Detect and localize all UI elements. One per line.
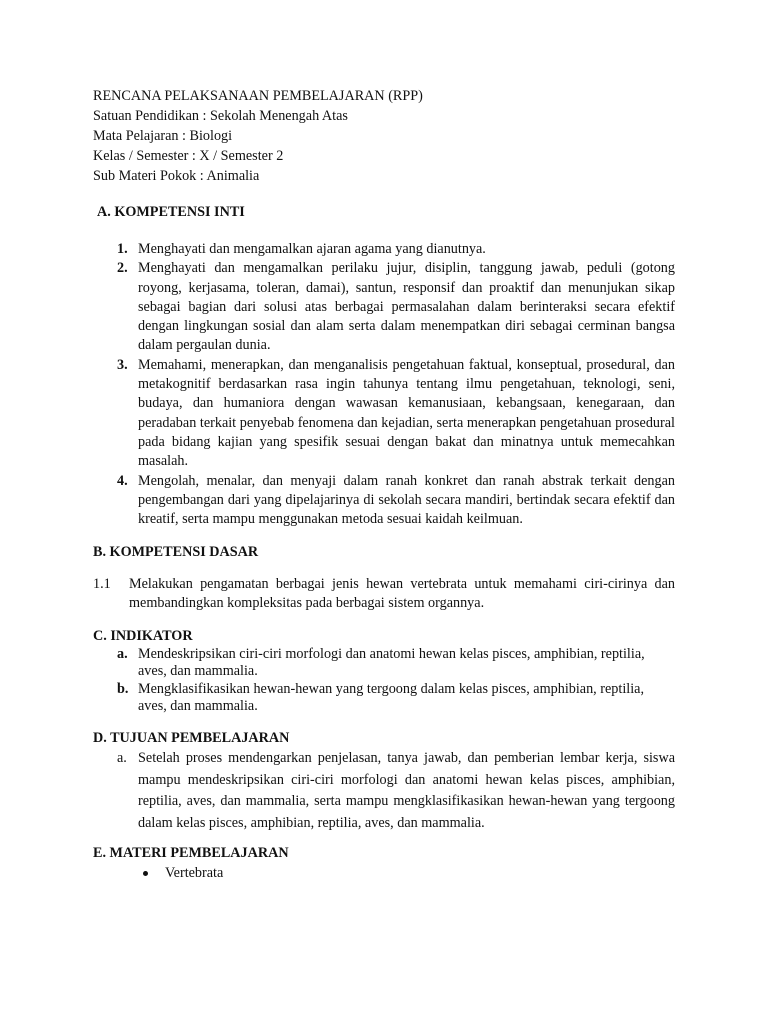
list-item-number: 2.	[117, 260, 128, 277]
list-item-text: Mengklasifikasikan hewan-hewan yang tergoong dalam kelas pisces, amphibian, reptilia, aves, dan mammalia.	[138, 681, 645, 714]
list-item	[117, 681, 675, 714]
list-item-text: Menghayati dan mengamalkan ajaran agama yang dianutnya.	[138, 241, 486, 257]
list-item-label: a.	[117, 750, 127, 766]
list-item-text: Menghayati dan mengamalkan perilaku jujur, disiplin, tanggung jawab, peduli (gotong royong, kerjasama, toleran, damai), santun, responsif dan proaktif dan menunjukan sikap sebagai bagian dari solusi atas berbagai permasalahan dalam berinteraksi secara efektif dengan lingkungan sosial dan alam serta dalam menempatkan diri sebagai cerminan bangsa dalam pergaulan dunia.	[138, 260, 675, 354]
header-line-satuan-pendidikan: Satuan Pendidikan : Sekolah Menengah Atas	[93, 108, 348, 124]
document-title: RENCANA PELAKSANAAN PEMBELAJARAN (RPP)	[93, 88, 423, 104]
list-item-number: 3.	[117, 356, 128, 373]
list-item-label: a.	[117, 646, 128, 662]
list-item	[117, 748, 675, 834]
list-item	[117, 646, 675, 679]
list-item	[93, 575, 675, 613]
section-heading-kompetensi-inti: A. KOMPETENSI INTI	[97, 204, 245, 220]
header-line-mata-pelajaran: Mata Pelajaran : Biologi	[93, 128, 233, 144]
list-item	[143, 865, 223, 882]
list-item-text: Melakukan pengamatan berbagai jenis hewan vertebrata untuk memahami ciri-cirinya dan membandingkan kompleksitas pada berbagai sistem organnya.	[129, 576, 675, 611]
kompetensi-inti-list	[117, 240, 675, 529]
list-item-text: Vertebrata	[165, 865, 224, 881]
section-heading-tujuan-pembelajaran: D. TUJUAN PEMBELAJARAN	[93, 730, 290, 746]
list-item-number: 4.	[117, 472, 128, 489]
list-item-text: Mengolah, menalar, dan menyaji dalam ranah konkret dan ranah abstrak terkait dengan pengembangan dari yang dipelajarinya di sekolah secara mandiri, bertindak secara efektif dan kreatif, serta mampu menggunakan metoda sesuai kaidah keilmuan.	[138, 472, 675, 528]
list-item-text: Setelah proses mendengarkan penjelasan, tanya jawab, dan pemberian lembar kerja, siswa mampu mendeskripsikan ciri-ciri morfologi dan anatomi hewan kelas pisces, amphibian, reptilia, aves, dan mammalia, serta mampu mengklasifikasikan hewan-hewan yang tergoong dalam kelas pisces, amphibian, reptilia, aves, dan mammalia.	[138, 750, 675, 831]
section-heading-kompetensi-dasar: B. KOMPETENSI DASAR	[93, 544, 259, 560]
list-item-number: 1.1	[93, 576, 111, 592]
list-item	[117, 472, 675, 530]
list-item-label: b.	[117, 681, 129, 697]
header-line-sub-materi: Sub Materi Pokok : Animalia	[93, 168, 260, 184]
section-heading-materi-pembelajaran: E. MATERI PEMBELAJARAN	[93, 845, 289, 861]
bullet-icon	[143, 871, 148, 876]
document-header	[93, 86, 423, 186]
section-heading-indikator: C. INDIKATOR	[93, 628, 193, 644]
list-item-text: Mendeskripsikan ciri-ciri morfologi dan anatomi hewan kelas pisces, amphibian, reptilia, aves, dan mammalia.	[138, 646, 645, 679]
list-item	[117, 356, 675, 472]
indikator-list	[117, 646, 675, 716]
header-line-kelas-semester: Kelas / Semester : X / Semester 2	[93, 148, 284, 164]
list-item-text: Memahami, menerapkan, dan menganalisis pengetahuan faktual, konseptual, prosedural, dan metakognitif berdasarkan rasa ingin tahunya tentang ilmu pengetahuan, teknologi, seni, budaya, dan humaniora dengan wawasan kemanusiaan, kebangsaan, kenegaraan, dan peradaban terkait penyebab fenomena dan kejadian, serta menerapkan pengetahuan prosedural pada bidang kajian yang spesifik sesuai dengan bakat dan minatnya untuk memecahkan masalah.	[138, 356, 675, 470]
list-item	[117, 240, 675, 259]
list-item-number: 1.	[117, 241, 128, 257]
list-item	[117, 259, 675, 355]
